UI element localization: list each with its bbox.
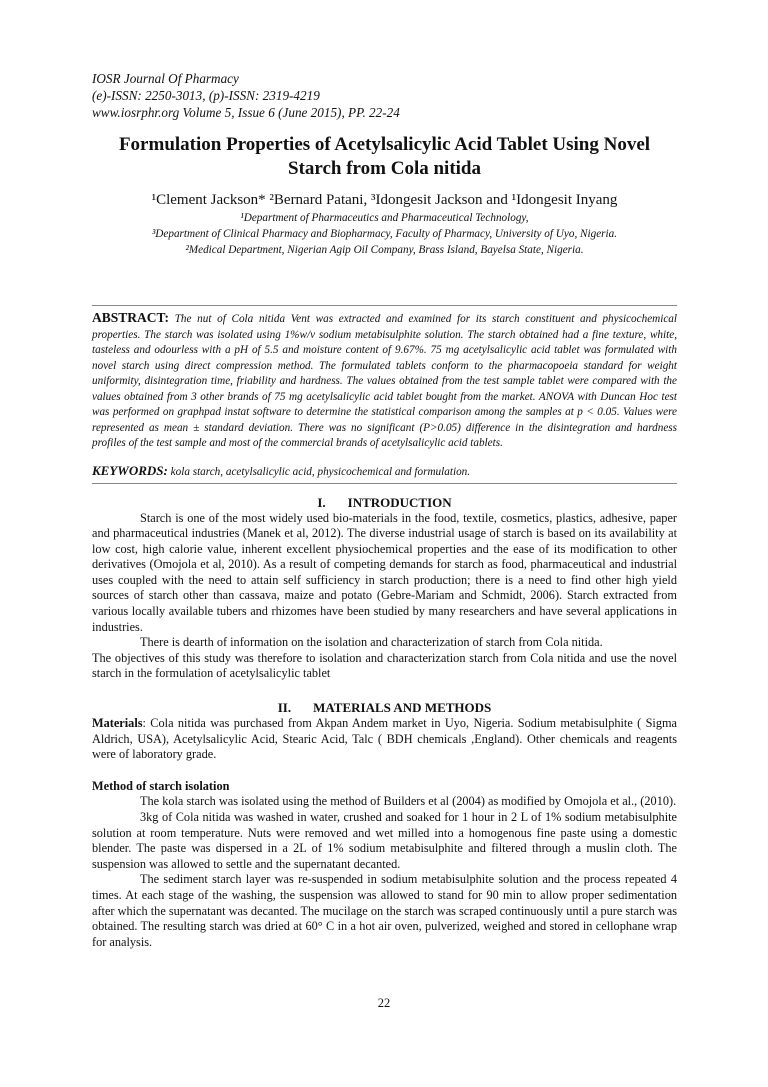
keywords-divider xyxy=(92,483,677,484)
abstract-label: ABSTRACT: xyxy=(92,310,170,325)
paper-title: Formulation Properties of Acetylsalicylic Acid Tablet Using Novel Starch from Cola nitida xyxy=(118,134,651,179)
author-list: ¹Clement Jackson* ²Bernard Patani, ³Idongesit Jackson and ¹Idongesit Inyang xyxy=(151,192,618,208)
abstract xyxy=(92,305,677,452)
affiliation-3: ²Medical Department, Nigerian Agip Oil Company, Brass Island, Bayelsa State, Nigeria. xyxy=(185,244,584,256)
paragraph-materials xyxy=(92,716,677,763)
section-number: I. xyxy=(317,494,326,510)
section-heading-materials-methods xyxy=(92,699,677,716)
journal-header xyxy=(92,70,677,121)
page-number: 22 xyxy=(377,996,391,1010)
section-title: MATERIALS AND METHODS xyxy=(313,700,492,716)
journal-volume: www.iosrphr.org Volume 5, Issue 6 (June 2015), PP. 22-24 xyxy=(92,105,400,120)
affiliations xyxy=(92,210,677,258)
materials-label: Materials xyxy=(92,716,143,731)
section-title: INTRODUCTION xyxy=(347,494,452,510)
journal-name: IOSR Journal Of Pharmacy xyxy=(92,71,239,86)
paragraph: The kola starch was isolated using the method of Builders et al (2004) as modified by Omojola et al., (2010). xyxy=(140,794,677,809)
page-content xyxy=(92,70,677,950)
keywords xyxy=(92,463,677,483)
keywords-text: kola starch, acetylsalicylic acid, physicochemical and formulation. xyxy=(170,465,471,478)
subsection-heading: Method of starch isolation xyxy=(92,778,230,793)
journal-issn: (e)-ISSN: 2250-3013, (p)-ISSN: 2319-4219 xyxy=(92,88,320,103)
abstract-text: The nut of Cola nitida Vent was extracted and examined for its starch constituent and physicochemical properties. The starch was isolated using 1%w/v sodium metabisulphite solution. The starch obtained had a fine texture, white, tasteless and odourless with a pH of 5.5 and moisture content of 9.67%. 75 mg acetylsalicylic acid tablet was formulated with novel starch using direct compression method. The formulated tablets conform to the pharmacopoeia standard for weight uniformity, disintegration time, friability and hardness. The values obtained from the test sample tablet were compared with the values obtained from 3 other brands of 75 mg acetylsalicylic acid tablet bought from the market. ANOVA with Duncan Hoc test was performed on graphpad instat software to determine the statistical comparison among the samples at p < 0.05. Values were represented as mean ± standard deviation. There was no significant (P>0.05) difference in the disintegration and hardness profiles of the test sample and most of the commercial brands of acetylsalicylic acid tablets. xyxy=(92,313,678,449)
section-heading-introduction xyxy=(92,494,677,511)
paragraph: 3kg of Cola nitida was washed in water, crushed and soaked for 1 hour in 2 L of 1% sodium metabisulphite solution at room temperature. Nuts were removed and wet milled into a homogenous fine paste using a domestic blender. The paste was dispersed in a 2L of 1% sodium metabisulphite and filtered through a muslin cloth. The suspension was allowed to settle and the supernatant decanted. xyxy=(92,810,677,871)
section-number: II. xyxy=(277,700,292,716)
materials-text: : Cola nitida was purchased from Akpan Andem market in Uyo, Nigeria. Sodium metabisulphite ( Sigma Aldrich, USA), Acetylsalicylic Acid, Stearic Acid, Talc ( BDH chemicals ,England). Other chemicals and reagents were of laboratory grade. xyxy=(92,716,677,762)
keywords-label: KEYWORDS: xyxy=(92,462,168,478)
affiliation-1: ¹Department of Pharmaceutics and Pharmaceutical Technology, xyxy=(240,212,529,224)
paragraph: The objectives of this study was therefore to isolation and characterization starch from Cola nitida and use the novel starch in the formulation of acetylsalicylic tablet xyxy=(92,650,677,681)
paragraph: There is dearth of information on the isolation and characterization of starch from Cola nitida. xyxy=(140,635,603,650)
paragraph: Starch is one of the most widely used bio-materials in the food, textile, cosmetics, plastics, adhesive, paper and pharmaceutical industries (Manek et al, 2012). The diverse industrial usage of starch is based on its availability at low cost, high calorie value, inherent excellent physiochemical properties and the ease of its modification to other derivatives (Omojola et al, 2010). As a result of competing demands for starch as food, pharmaceutical and industrial uses coupled with the need to attain self sufficiency in starch production; there is a need to find other high yield sources of starch other than cassava, maize and potato (Gebre-Mariam and Schmidt, 2006). Starch extracted from various locally available tubers and rhizomes have been studied by many researchers and have several applications in industries. xyxy=(92,510,677,634)
paragraph: The sediment starch layer was re-suspended in sodium metabisulphite solution and the process repeated 4 times. At each stage of the washing, the suspension was allowed to stand for 90 min to allow proper sedimentation after which the supernatant was decanted. The mucilage on the starch was scraped continuously until a pure starch was obtained. The resulting starch was dried at 60° C in a hot air oven, pulverized, weighed and stored in cellophane wrap for analysis. xyxy=(92,872,677,949)
affiliation-2: ³Department of Clinical Pharmacy and Biopharmacy, Faculty of Pharmacy, University of Uyo, Nigeria. xyxy=(151,228,618,240)
